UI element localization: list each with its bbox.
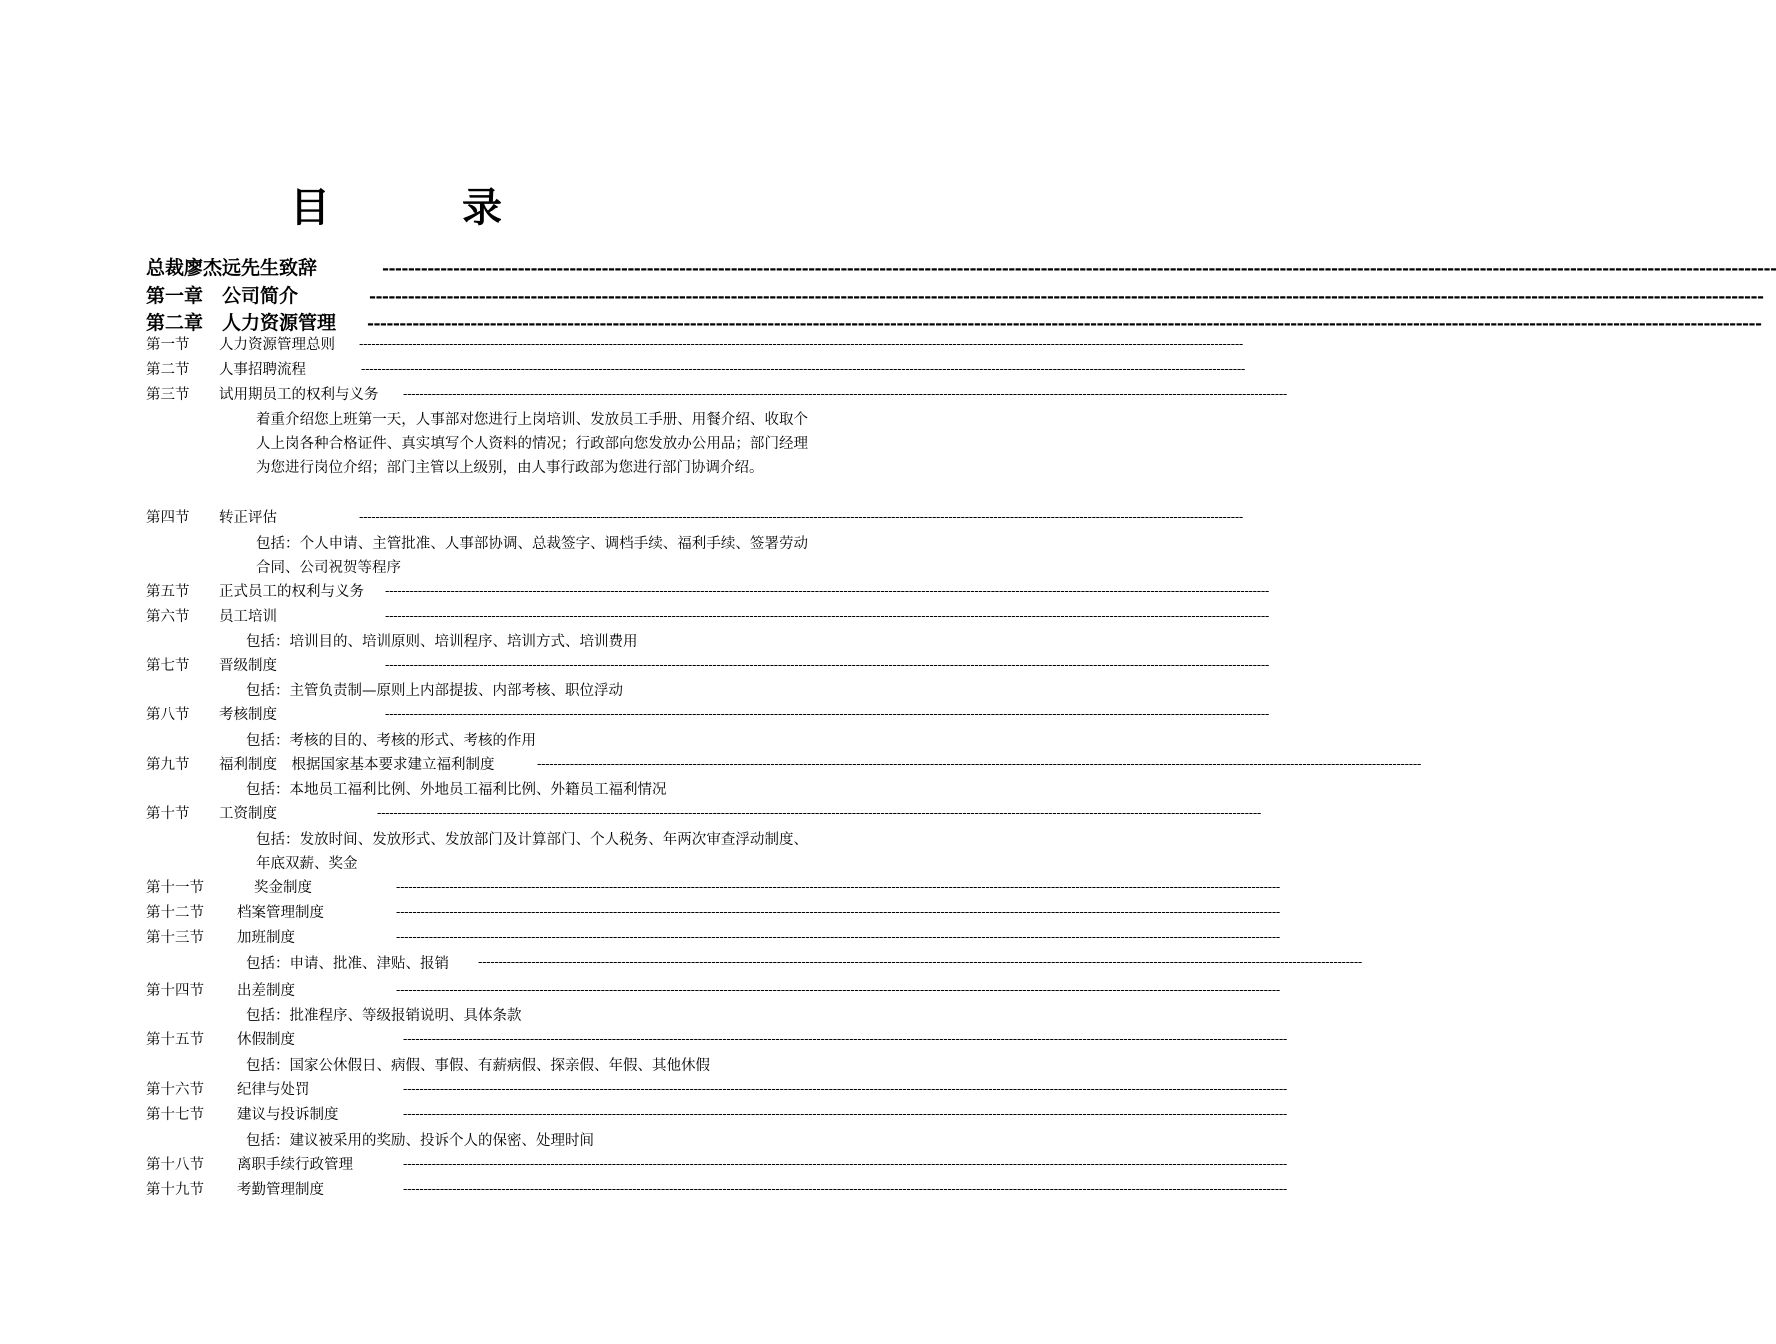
- section-title: 工资制度: [219, 806, 277, 822]
- leader-dots: ------------------------------------------------------------------------------------------------------------------------------------------------------------------------------------------------------------------------: [396, 880, 1280, 895]
- toc-section-17[interactable]: [146, 1104, 339, 1126]
- toc-section-19[interactable]: [146, 1179, 324, 1201]
- section-title: 晋级制度: [219, 658, 277, 674]
- section-number: 第五节: [146, 584, 190, 600]
- leader-dots: ------------------------------------------------------------------------------------------------------------------------------------------------------------------------------------------------------------------------: [359, 510, 1243, 525]
- leader-dots: ------------------------------------------------------------------------------------------------------------------------------------------------------------------------------------------------------------------------: [367, 314, 1762, 334]
- section-title: 试用期员工的权利与义务: [219, 387, 379, 403]
- section-title: 档案管理制度: [237, 905, 324, 921]
- toc-section-4[interactable]: [146, 507, 277, 529]
- page-title: 目 录: [290, 184, 548, 231]
- section-title: 考勤管理制度: [237, 1182, 324, 1198]
- section-title: 考核制度: [219, 707, 277, 723]
- section-title: 福利制度 根据国家基本要求建立福利制度: [219, 757, 495, 773]
- toc-section-10[interactable]: [146, 803, 277, 825]
- section-number: 第十五节: [146, 1032, 204, 1048]
- section-title: 人事招聘流程: [219, 362, 306, 378]
- section-description: 包括：个人申请、主管批准、人事部协调、总裁签字、调档手续、福利手续、签署劳动合同、公司祝贺等程序: [256, 536, 808, 576]
- section-title: 人力资源管理总则: [219, 337, 335, 353]
- leader-dots: ------------------------------------------------------------------------------------------------------------------------------------------------------------------------------------------------------------------------: [396, 983, 1280, 998]
- section-number: 第二节: [146, 362, 190, 378]
- section-number: 第三节: [146, 387, 190, 403]
- section-description: 包括：国家公休假日、病假、事假、有薪病假、探亲假、年假、其他休假: [246, 1058, 710, 1074]
- toc-preface-title: 总裁廖杰远先生致辞: [146, 257, 318, 279]
- toc-section-13[interactable]: [146, 927, 295, 949]
- section-number: 第十六节: [146, 1082, 204, 1098]
- toc-preface[interactable]: [146, 255, 317, 281]
- section-number: 第十八节: [146, 1157, 204, 1173]
- toc-chapter-1-title: 第一章 公司简介: [146, 285, 299, 307]
- leader-dots: ------------------------------------------------------------------------------------------------------------------------------------------------------------------------------------------------------------------------: [403, 1182, 1287, 1197]
- section-number: 第十九节: [146, 1182, 204, 1198]
- section-description: 包括：批准程序、等级报销说明、具体条款: [246, 1008, 522, 1024]
- leader-dots: ------------------------------------------------------------------------------------------------------------------------------------------------------------------------------------------------------------------------: [385, 707, 1269, 722]
- section-title: 休假制度: [237, 1032, 295, 1048]
- section-number: 第十七节: [146, 1107, 204, 1123]
- section-number: 第八节: [146, 707, 190, 723]
- section-description: 包括：培训目的、培训原则、培训程序、培训方式、培训费用: [246, 634, 638, 650]
- toc-section-7[interactable]: [146, 655, 277, 677]
- section-description: 包括：本地员工福利比例、外地员工福利比例、外籍员工福利情况: [246, 782, 667, 798]
- toc-section-18[interactable]: [146, 1154, 353, 1176]
- toc-section-16[interactable]: [146, 1079, 310, 1101]
- section-description: 包括：申请、批准、津贴、报销: [246, 956, 449, 972]
- leader-dots: ------------------------------------------------------------------------------------------------------------------------------------------------------------------------------------------------------------------------: [403, 1107, 1287, 1122]
- leader-dots: ------------------------------------------------------------------------------------------------------------------------------------------------------------------------------------------------------------------------: [403, 387, 1287, 402]
- leader-dots: ------------------------------------------------------------------------------------------------------------------------------------------------------------------------------------------------------------------------: [382, 259, 1776, 279]
- leader-dots: ------------------------------------------------------------------------------------------------------------------------------------------------------------------------------------------------------------------------: [478, 955, 1362, 970]
- section-title: 正式员工的权利与义务: [219, 584, 364, 600]
- leader-dots: ------------------------------------------------------------------------------------------------------------------------------------------------------------------------------------------------------------------------: [396, 905, 1280, 920]
- section-description: 包括：主管负责制—原则上内部提拔、内部考核、职位浮动: [246, 683, 623, 699]
- toc-section-14[interactable]: [146, 980, 295, 1002]
- leader-dots: ------------------------------------------------------------------------------------------------------------------------------------------------------------------------------------------------------------------------: [385, 584, 1269, 599]
- section-number: 第十节: [146, 806, 190, 822]
- toc-section-11[interactable]: [146, 877, 312, 899]
- section-description: 包括：发放时间、发放形式、发放部门及计算部门、个人税务、年两次审查浮动制度、年底双薪、奖金: [256, 832, 808, 872]
- section-number: 第四节: [146, 510, 190, 526]
- section-number: 第十四节: [146, 983, 204, 999]
- section-title: 建议与投诉制度: [237, 1107, 339, 1123]
- section-title: 纪律与处罚: [237, 1082, 310, 1098]
- section-title: 出差制度: [237, 983, 295, 999]
- toc-section-12[interactable]: [146, 902, 324, 924]
- toc-section-6[interactable]: [146, 606, 277, 628]
- section-title: 转正评估: [219, 510, 277, 526]
- section-description: 着重介绍您上班第一天，人事部对您进行上岗培训、发放员工手册、用餐介绍、收取个人上岗各种合格证件、真实填写个人资料的情况；行政部向您发放办公用品；部门经理为您进行岗位介绍；部门主管以上级别，由人事行政部为您进行部门协调介绍。: [256, 412, 808, 476]
- leader-dots: ------------------------------------------------------------------------------------------------------------------------------------------------------------------------------------------------------------------------: [403, 1082, 1287, 1097]
- leader-dots: ------------------------------------------------------------------------------------------------------------------------------------------------------------------------------------------------------------------------: [403, 1032, 1287, 1047]
- leader-dots: ------------------------------------------------------------------------------------------------------------------------------------------------------------------------------------------------------------------------: [359, 337, 1243, 352]
- section-title: 离职手续行政管理: [237, 1157, 353, 1173]
- leader-dots: ------------------------------------------------------------------------------------------------------------------------------------------------------------------------------------------------------------------------: [369, 287, 1764, 307]
- leader-dots: ------------------------------------------------------------------------------------------------------------------------------------------------------------------------------------------------------------------------: [361, 362, 1245, 377]
- section-description: 包括：建议被采用的奖励、投诉个人的保密、处理时间: [246, 1133, 594, 1149]
- section-number: 第十三节: [146, 930, 204, 946]
- section-title: 奖金制度: [254, 880, 312, 896]
- leader-dots: ------------------------------------------------------------------------------------------------------------------------------------------------------------------------------------------------------------------------: [403, 1157, 1287, 1172]
- toc-section-5[interactable]: [146, 581, 364, 603]
- toc-section-9[interactable]: [146, 754, 495, 776]
- section-title: 加班制度: [237, 930, 295, 946]
- section-number: 第九节: [146, 757, 190, 773]
- leader-dots: ------------------------------------------------------------------------------------------------------------------------------------------------------------------------------------------------------------------------: [377, 806, 1261, 821]
- toc-chapter-2-title: 第二章 人力资源管理: [146, 312, 337, 334]
- toc-chapter-1[interactable]: [146, 283, 298, 309]
- section-number: 第一节: [146, 337, 190, 353]
- section-number: 第十一节: [146, 880, 204, 896]
- toc-section-8[interactable]: [146, 704, 277, 726]
- section-description: 包括：考核的目的、考核的形式、考核的作用: [246, 733, 536, 749]
- section-number: 第六节: [146, 609, 190, 625]
- section-title: 员工培训: [219, 609, 277, 625]
- section-number: 第十二节: [146, 905, 204, 921]
- toc-section-15[interactable]: [146, 1029, 295, 1051]
- toc-section-2[interactable]: [146, 359, 306, 381]
- leader-dots: ------------------------------------------------------------------------------------------------------------------------------------------------------------------------------------------------------------------------: [385, 658, 1269, 673]
- leader-dots: ------------------------------------------------------------------------------------------------------------------------------------------------------------------------------------------------------------------------: [537, 757, 1421, 772]
- section-number: 第七节: [146, 658, 190, 674]
- toc-section-3[interactable]: [146, 384, 379, 406]
- leader-dots: ------------------------------------------------------------------------------------------------------------------------------------------------------------------------------------------------------------------------: [385, 609, 1269, 624]
- leader-dots: ------------------------------------------------------------------------------------------------------------------------------------------------------------------------------------------------------------------------: [396, 930, 1280, 945]
- toc-section-1[interactable]: [146, 334, 335, 356]
- toc-chapter-2[interactable]: [146, 310, 336, 336]
